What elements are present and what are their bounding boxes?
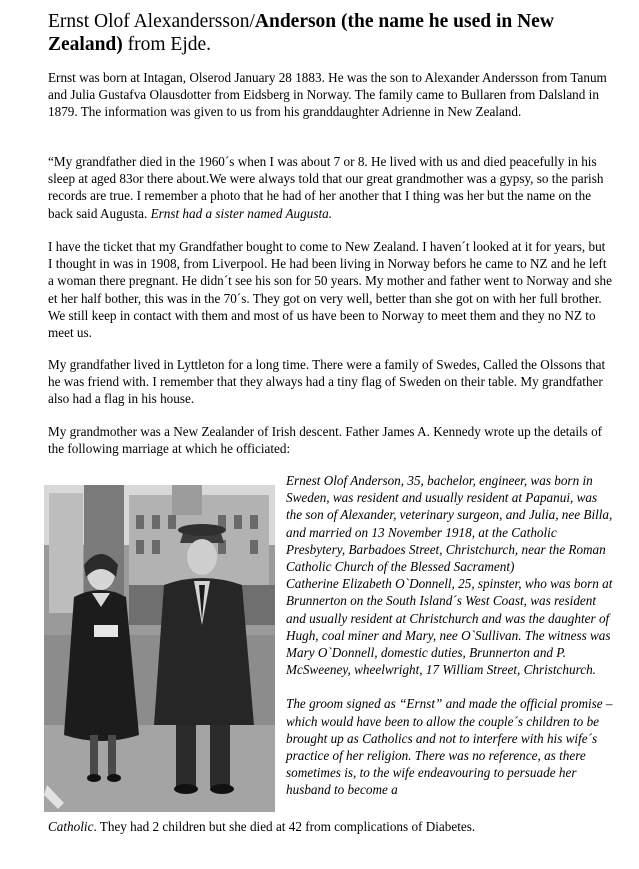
couple-photo bbox=[44, 485, 275, 812]
couple-photo-drawing bbox=[44, 485, 275, 812]
paragraph-ticket: I have the ticket that my Grandfather bought to come to New Zealand. I haven´t looked at it for years, but I thought in was in 1908, from Liverpool. He had been living in Norway befors he came to NZ and he left a woman there pregnant. He didn´t see his son for 50 years. My mother and father went to Norway and she et her half bother, this was in the 70´s. They got on very well, better than she got on with her full brother. We still keep in contact with them and most of us have been to Norway to meet them and they no NZ to meet us. bbox=[48, 239, 612, 341]
paragraph-lyttleton: My grandfather lived in Lyttleton for a long time. There were a family of Swedes, Called the Olssons that he was friend with. I remember that they always had a tiny flag of Sweden on their table. My grandfather also had a flag in his house. bbox=[48, 357, 606, 407]
title-suffix: from Ejde. bbox=[122, 34, 212, 55]
closing-sentence bbox=[48, 818, 618, 835]
marriage-record-bride: Catherine Elizabeth O`Donnell, 25, spinster, who was born at Brunnerton on the South Island´s West Coast, was resident and usually resident at Christchurch and was the daughter of Hugh, coal miner and Mary, nee O`Sullivan. The witness was Mary O`Donnell, domestic duties, Brunnerton and P. McSweeney, wheelwright, 17 William Street, Christchurch. bbox=[286, 576, 613, 678]
closing-text: . They had 2 children but she died at 42 from complications of Diabetes. bbox=[93, 819, 476, 834]
marriage-record-groom: Ernest Olof Anderson, 35, bachelor, engineer, was born in Sweden, was resident and usually resident at Papanui, was the son of Alexander, veterinary surgeon, and Julia, nee Billa, and married on 13 November 1918, at the Catholic Presbytery, Barbadoes Street, Christchurch, near the Roman Catholic Church of the Blessed Sacrament) bbox=[286, 473, 613, 575]
paragraph-birth: Ernst was born at Intagan, Olserod January 28 1883. He was the son to Alexander Andersson from Tanum and Julia Gustafva Olausdotter from Eidsberg in Norway. The family came to Bullaren from Dalsland in 1879. The information was given to us from his granddaughter Adrienne in New Zealand. bbox=[48, 70, 607, 120]
title-name: Ernst Olof Alexandersson/ bbox=[48, 11, 255, 32]
paragraph-grandfather-text: “My grandfather died in the 1960´s when I was about 7 or 8. He lived with us and died peacefully in his sleep at aged 83or there about.We were always told that our great grandmother was a gypsy, so the parish records are true. I remember a photo that he had of her another that I thing was her but the name on the back said Augusta. bbox=[48, 154, 604, 221]
paragraph-grandfather-memories bbox=[48, 153, 613, 222]
marriage-record bbox=[286, 472, 616, 799]
title-bold: Anderson (the name he used in New Zealand) bbox=[48, 11, 554, 55]
sister-note: Ernst had a sister named Augusta. bbox=[150, 205, 333, 221]
closing-italic: Catholic bbox=[48, 819, 94, 834]
page-title bbox=[48, 10, 618, 56]
marriage-record-signing: The groom signed as “Ernst” and made the official promise – which would have been to allow the couple´s children to be brought up as Catholics and not to interfere with his wife´s practice of her religion. There was no reference, as there sometimes is, to the wife endeavouring to persuade her husband to become a bbox=[286, 696, 613, 798]
paragraph-grandmother: My grandmother was a New Zealander of Irish descent. Father James A. Kennedy wrote up the details of the following marriage at which he officiated: bbox=[48, 424, 603, 457]
